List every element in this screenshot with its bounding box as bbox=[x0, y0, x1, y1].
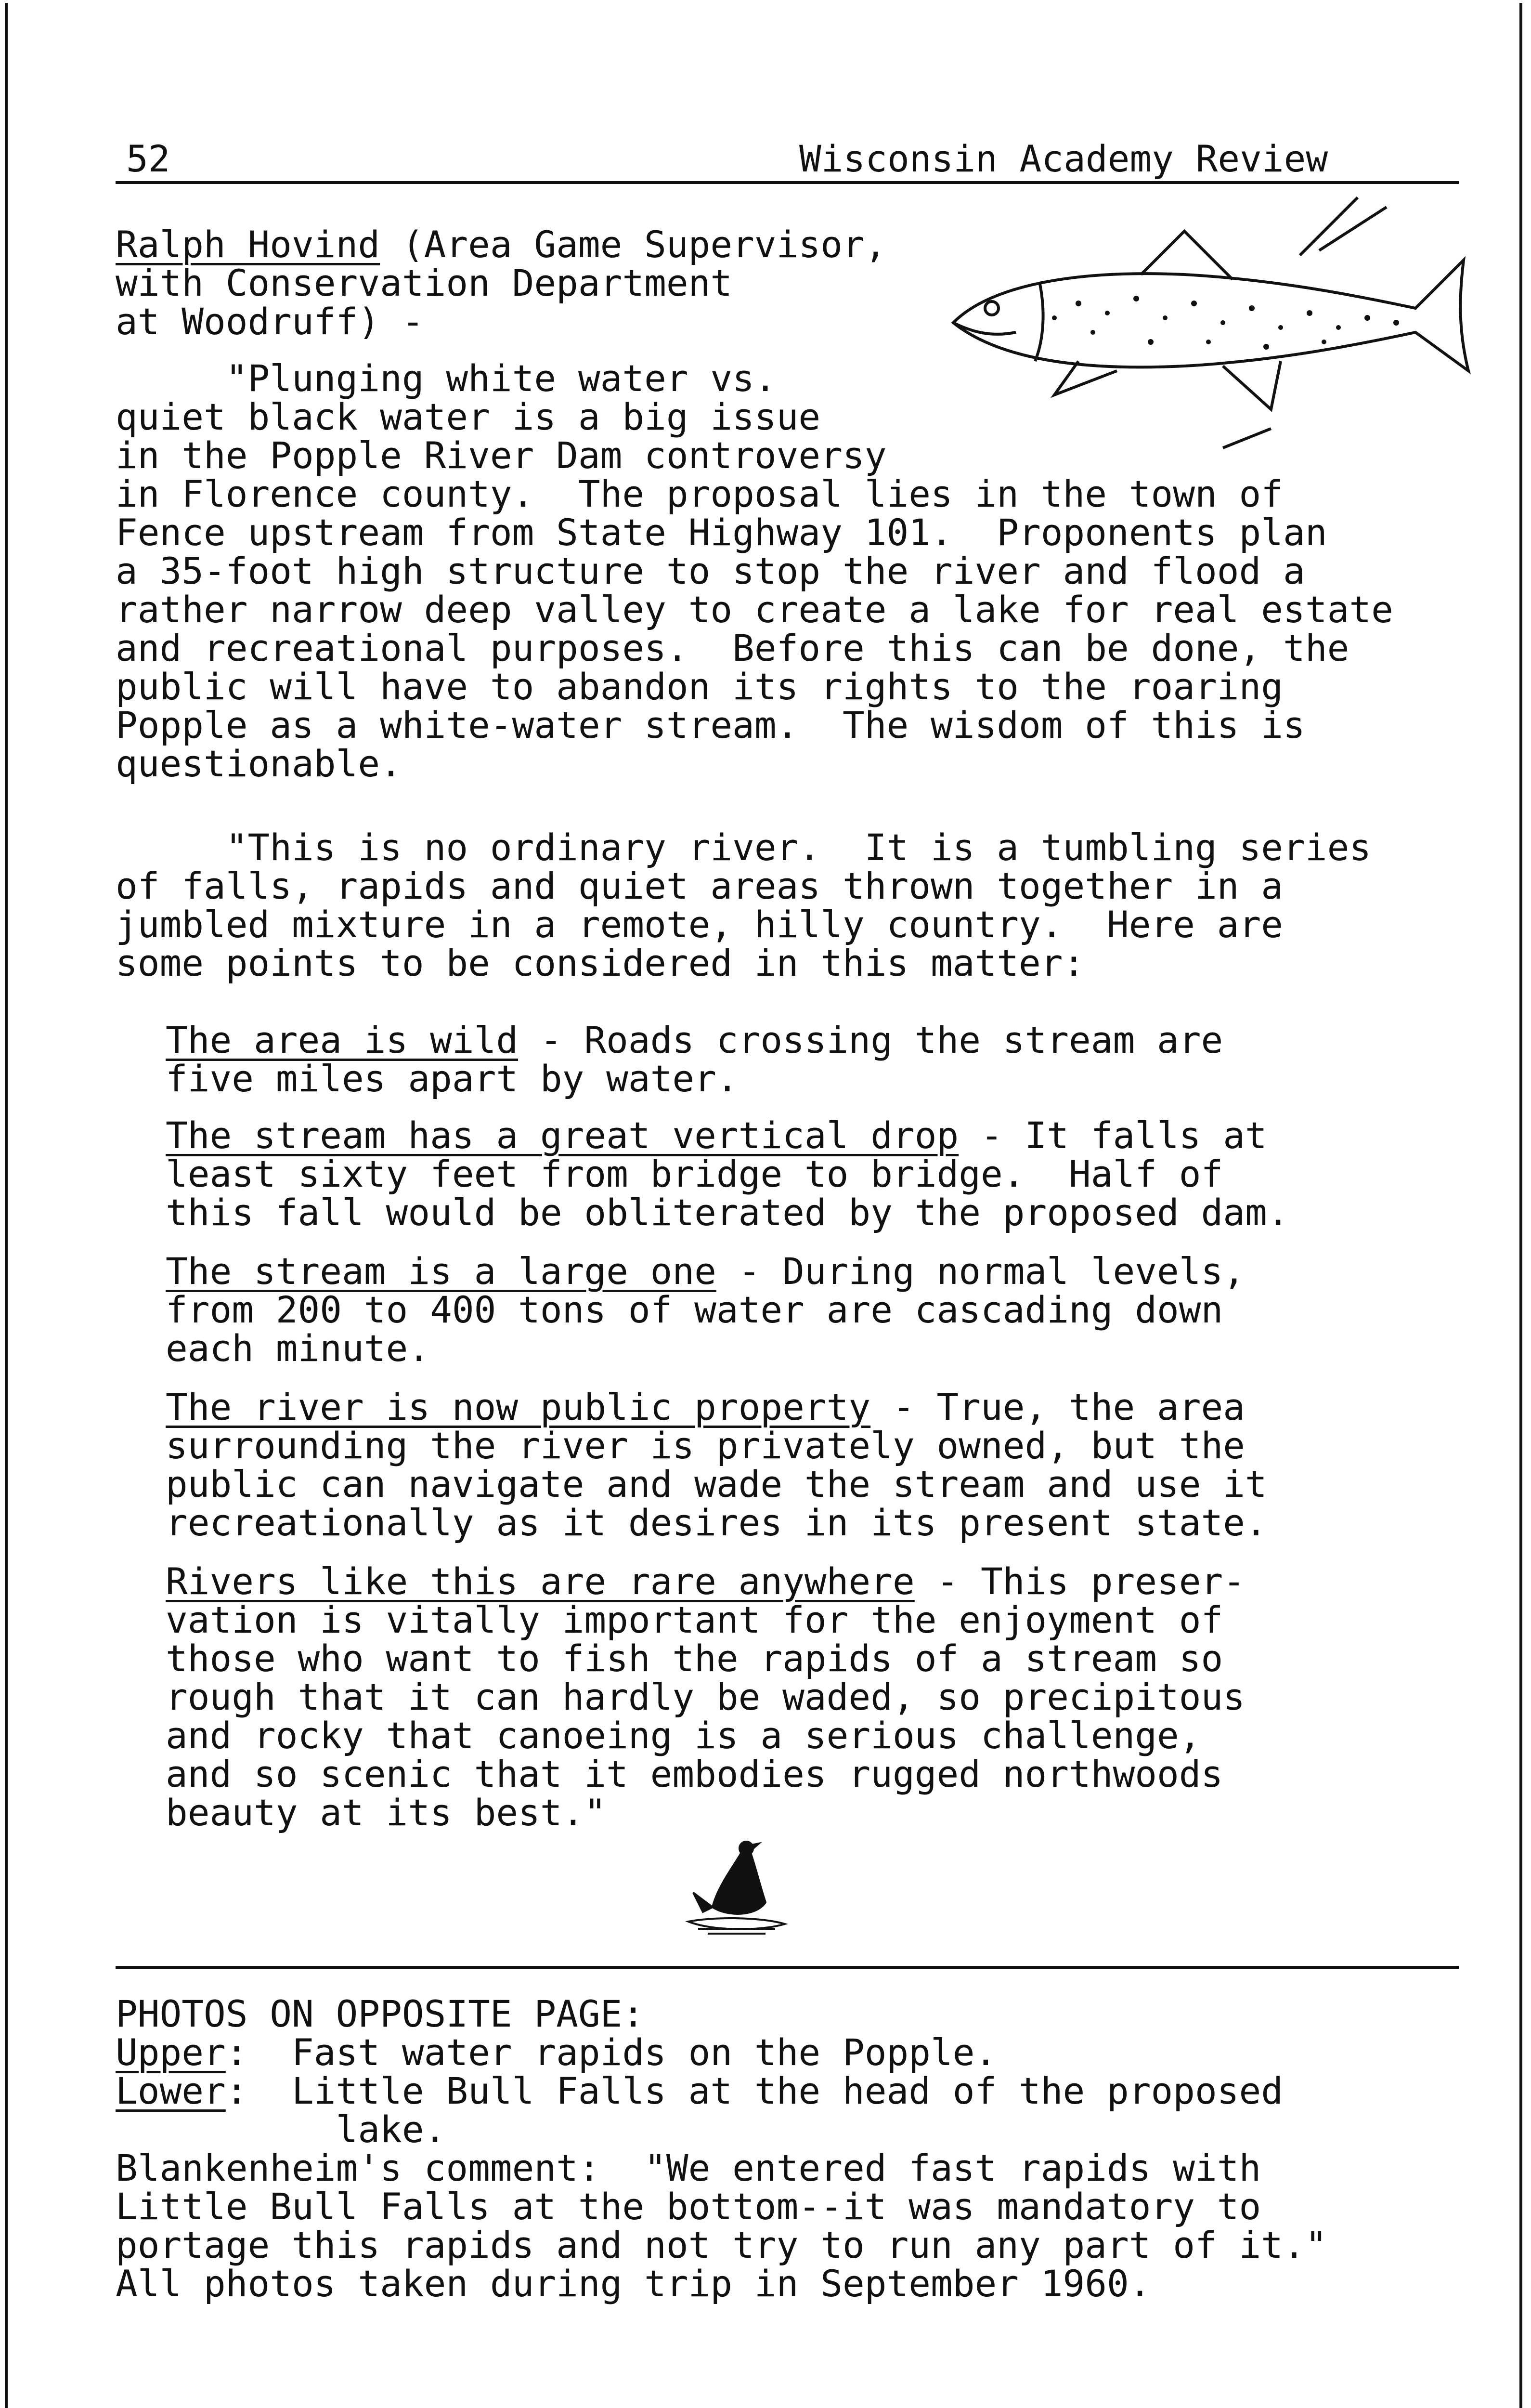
point-heading: Rivers like this are rare anywhere bbox=[166, 1560, 915, 1603]
point-line: vation is vitally important for the enjoyment of bbox=[166, 1598, 1223, 1641]
point-line: surrounding the river is privately owned, but the bbox=[166, 1424, 1246, 1467]
para1-line: Fence upstream from State Highway 101. Proponents plan bbox=[116, 511, 1327, 554]
point-line: The river is now public property - True, the area bbox=[166, 1386, 1246, 1428]
comment-line: Blankenheim's comment: "We entered fast rapids with bbox=[116, 2146, 1261, 2189]
point-line: each minute. bbox=[166, 1327, 430, 1370]
point-line: this fall would be obliterated by the proposed dam. bbox=[166, 1191, 1289, 1234]
photos-lower-cont: lake. bbox=[116, 2108, 446, 2151]
para1-line: questionable. bbox=[116, 742, 402, 785]
para1-line: in Florence county. The proposal lies in the town of bbox=[116, 472, 1284, 515]
trout-fish-icon bbox=[934, 188, 1483, 458]
photos-heading: PHOTOS ON OPPOSITE PAGE: bbox=[116, 1992, 645, 2035]
point-line: those who want to fish the rapids of a stream so bbox=[166, 1637, 1223, 1680]
point-line: Rivers like this are rare anywhere - This preser- bbox=[166, 1560, 1246, 1603]
para1-line: rather narrow deep valley to create a lake for real estate bbox=[116, 588, 1393, 631]
point-line: and so scenic that it embodies rugged northwoods bbox=[166, 1753, 1223, 1795]
para2-line: of falls, rapids and quiet areas thrown together in a bbox=[116, 864, 1284, 907]
point-line: and rocky that canoeing is a serious challenge, bbox=[166, 1714, 1201, 1757]
journal-title: Wisconsin Academy Review bbox=[799, 137, 1328, 180]
header-rule bbox=[116, 181, 1459, 184]
para1-line: "Plunging white water vs. bbox=[116, 357, 777, 400]
para1-line: a 35-foot high structure to stop the river and flood a bbox=[116, 550, 1305, 592]
photos-lower-line: Lower: Little Bull Falls at the head of the proposed bbox=[116, 2069, 1284, 2112]
para2-line: jumbled mixture in a remote, hilly country. Here are bbox=[116, 903, 1284, 946]
intro-line-1: Ralph Hovind (Area Game Supervisor, bbox=[116, 223, 887, 266]
point-line: rough that it can hardly be waded, so precipitous bbox=[166, 1675, 1246, 1718]
para1-line: quiet black water is a big issue bbox=[116, 395, 821, 438]
para1-line: public will have to abandon its rights to the roaring bbox=[116, 665, 1284, 708]
photos-upper-line: Upper: Fast water rapids on the Popple. bbox=[116, 2031, 997, 2074]
point-heading: The stream has a great vertical drop bbox=[166, 1114, 959, 1157]
point-line: from 200 to 400 tons of water are cascading down bbox=[166, 1288, 1223, 1331]
para1-line: and recreational purposes. Before this can be done, the bbox=[116, 627, 1349, 669]
para2-line: "This is no ordinary river. It is a tumbling series bbox=[116, 826, 1372, 869]
point-line: The area is wild - Roads crossing the stream are bbox=[166, 1019, 1223, 1061]
comment-line: All photos taken during trip in September 1960. bbox=[116, 2262, 1151, 2305]
point-heading: The stream is a large one bbox=[166, 1250, 716, 1293]
point-heading: The river is now public property bbox=[166, 1386, 871, 1428]
comment-line: Little Bull Falls at the bottom--it was mandatory to bbox=[116, 2185, 1261, 2228]
point-line: recreationally as it desires in its present state. bbox=[166, 1501, 1267, 1544]
point-heading: The area is wild bbox=[166, 1019, 519, 1061]
intro-line-3: at Woodruff) - bbox=[116, 300, 424, 343]
comment-line: portage this rapids and not try to run any part of it." bbox=[116, 2224, 1327, 2266]
author-name: Ralph Hovind bbox=[116, 223, 380, 266]
grouse-bird-icon bbox=[684, 1835, 790, 1941]
point-line: The stream is a large one - During normal levels, bbox=[166, 1250, 1246, 1293]
point-line: The stream has a great vertical drop - It falls at bbox=[166, 1114, 1267, 1157]
section-rule bbox=[116, 1966, 1459, 1969]
para1-line: Popple as a white-water stream. The wisdom of this is bbox=[116, 704, 1305, 746]
page-number: 52 bbox=[126, 137, 170, 180]
intro-line-2: with Conservation Department bbox=[116, 262, 733, 304]
para2-line: some points to be considered in this matter: bbox=[116, 942, 1085, 984]
point-line: least sixty feet from bridge to bridge. Half of bbox=[166, 1152, 1223, 1195]
point-line: beauty at its best." bbox=[166, 1791, 607, 1834]
point-line: public can navigate and wade the stream and use it bbox=[166, 1463, 1267, 1505]
para1-line: in the Popple River Dam controversy bbox=[116, 434, 887, 477]
point-line: five miles apart by water. bbox=[166, 1057, 739, 1100]
